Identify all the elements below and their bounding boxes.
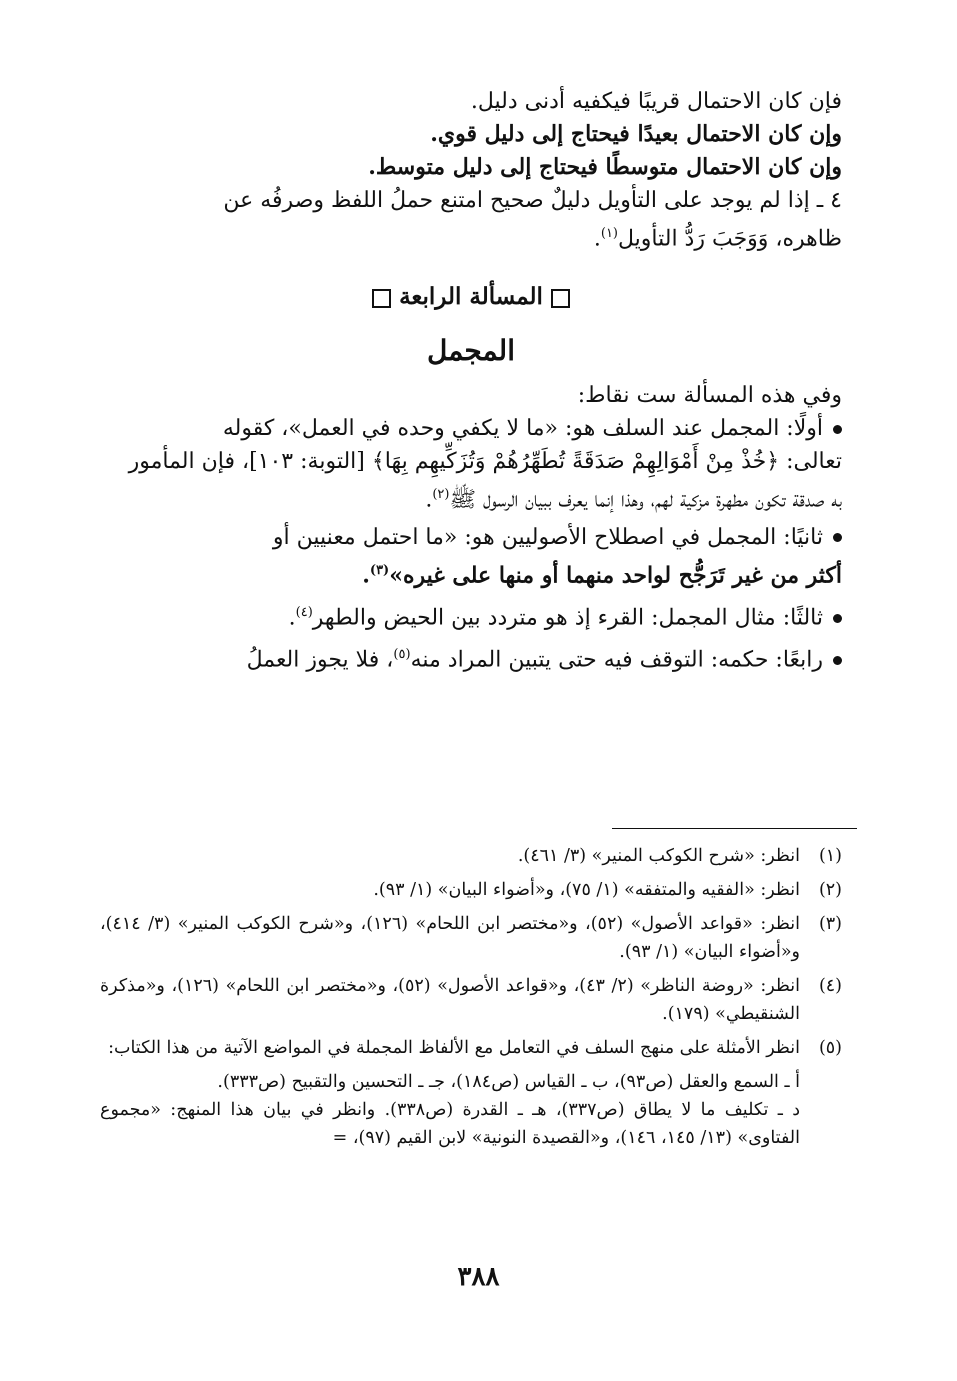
footnote-ref: (٤)	[295, 604, 313, 620]
point-4: رابعًا: حكمه: التوقف فيه حتى يتبين المراد منه$^{(٥)}$، فلا يجوز العملُ	[100, 638, 842, 676]
point-2: ثانيًا: المجمل في اصطلاح الأصوليين هو: «ما احتمل معنيين أو	[100, 521, 842, 554]
bullet-icon	[833, 425, 842, 434]
bullet-icon	[833, 533, 842, 542]
bullet-icon	[833, 656, 842, 665]
text-line: وإن كان الاحتمال بعيدًا فيحتاج إلى دليل قوي.	[430, 121, 842, 147]
footnote: (٢) انظر: «الفقيه والمتفقه» (١/ ٧٥)، و«أضواء البيان» (١/ ٩٣).	[373, 880, 842, 900]
square-ornament-icon	[551, 289, 570, 308]
footnote: (٥) انظر الأمثلة على منهج السلف في التعامل مع الألفاظ المجملة في المواضع الآتية من هذا الكتاب:	[108, 1038, 842, 1058]
footnotes	[100, 842, 842, 1152]
footnote-ref: (٣)	[369, 562, 390, 578]
footnote-divider	[612, 828, 857, 829]
bullet-icon	[833, 614, 842, 623]
intro-line: وفي هذه المسألة ست نقاط:	[577, 383, 842, 409]
footnote-continuation: د ـ تكليف ما لا يطاق (ص٣٣٧)، هـ ـ القدرة (ص٣٣٨). وانظر في بيان هذا المنهج: «مجموع الفتاوى» (١٣/ ١٤٥، ١٤٦)، و«القصيدة النونية» لابن القيم (٩٧)، =	[100, 1100, 801, 1148]
text-line: به صدقة تكون مطهرة مزكية لهم، وهذا إنما يعرف ببيان الرسول ﷺ$^{(٢)}$.	[425, 487, 842, 513]
square-ornament-icon	[372, 289, 391, 308]
point-1: أولًا: المجمل عند السلف هو: «ما لا يكفي وحده في العمل»، كقوله	[100, 412, 842, 445]
text-line: فإن كان الاحتمال قريبًا فيكفيه أدنى دليل.	[470, 89, 842, 114]
section-title: المجمل	[427, 334, 515, 368]
footnote: (٣) انظر: «قواعد الأصول» (٥٢)، و«مختصر ابن اللحام» (١٢٦)، و«شرح الكوكب المنير» (٣/ ٤١٤)، و«أضواء البيان» (١/ ٩٣).	[100, 914, 842, 962]
footnote: (٤) انظر: «روضة الناظر» (٢/ ٤٣)، و«قواعد الأصول» (٥٢)، و«مختصر ابن اللحام» (١٢٦)، و«مذكرة الشنقيطي» (١٧٩).	[100, 976, 842, 1024]
main-text	[100, 85, 842, 677]
point-3: ثالثًا: مثال المجمل: القرء إذ هو متردد بين الحيض والطهر$^{(٤)}$.	[100, 596, 842, 634]
footnote: (١) انظر: «شرح الكوكب المنير» (٣/ ٤٦١).	[517, 846, 842, 866]
page-number: ٣٨٨	[457, 1262, 500, 1292]
section-heading: المسألة الرابعة	[100, 277, 842, 317]
text-line: أكثر من غير تَرَجُّح لواحد منهما أو منها على غيره»$^{(٣)}$.	[362, 561, 842, 588]
text-line: ظاهره، وَوَجَبَ رَدُّ التأويل$^{(١)}$.	[593, 226, 842, 252]
footnote-ref: (١)	[600, 226, 618, 241]
text-line: تعالى: ﴿خُذْ مِنْ أَمْوَالِهِمْ صَدَقَةً تُطَهِّرُهُمْ وَتُزَكِّيهِم بِهَا﴾ [التوبة: ١٠٣]، فإن المأمور	[128, 449, 842, 475]
text-line: وإن كان الاحتمال متوسطًا فيحتاج إلى دليل متوسط.	[368, 154, 842, 180]
footnote-continuation: أ ـ السمع والعقل (ص٩٣)، ب ـ القياس (ص١٨٤)، جـ ـ التحسين والتقبيح (ص٣٣٣).	[217, 1072, 800, 1092]
footnote-ref: (٥)	[393, 647, 411, 663]
text-line: ٤ ـ إذا لم يوجد على التأويل دليلٌ صحيح امتنع حملُ اللفظ وصرفُه عن	[223, 188, 842, 213]
footnote-ref: (٢)	[432, 487, 450, 503]
